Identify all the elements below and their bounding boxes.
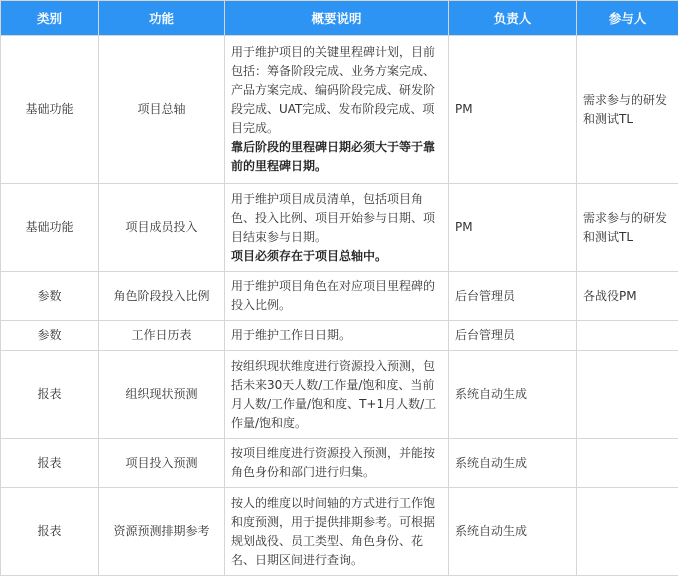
owner-text: PM [455,220,473,234]
category-cell [1,36,99,184]
category-cell [1,439,99,488]
table-row [1,488,678,576]
category-text: 报表 [37,455,62,470]
feature-cell [99,351,225,439]
owner-text: 系统自动生成 [455,524,528,538]
description-cell [225,488,449,576]
participants-cell [577,272,678,321]
description-text: 用于维护项目成员清单，包括项目角色、投入比例、项目开始参与日期、项目结束参与日期。 [231,191,436,244]
participants-cell [577,36,678,184]
table-body [1,36,678,576]
table-header [1,1,678,36]
owner-cell [449,488,577,576]
description-cell [225,351,449,439]
category-text: 参数 [37,288,62,303]
feature-text: 组织现状预测 [125,387,198,401]
category-cell [1,351,99,439]
owner-cell [449,321,577,351]
table-row [1,321,678,351]
category-cell [1,184,99,272]
owner-text: 后台管理员 [455,288,516,303]
category-cell [1,272,99,321]
owner-cell [449,184,577,272]
feature-cell [99,488,225,576]
feature-text: 项目成员投入 [125,220,198,234]
table-row [1,439,678,488]
description-cell [225,184,449,272]
feature-cell [99,321,225,351]
owner-cell [449,439,577,488]
table-row [1,351,678,439]
participants-cell [577,439,678,488]
description-cell [225,36,449,184]
feature-cell [99,36,225,184]
description-text: 按项目维度进行资源投入预测，并能按角色身份和部门进行归集。 [231,446,436,479]
header-category: 类别 [1,1,99,36]
header-row [1,1,678,36]
description-cell [225,321,449,351]
category-text: 参数 [37,328,62,342]
owner-text: 系统自动生成 [455,387,528,401]
description-cell [225,272,449,321]
participants-cell [577,184,678,272]
feature-cell [99,272,225,321]
description-text: 用于维护项目角色在对应项目里程碑的投入比例。 [231,279,436,312]
category-text: 基础功能 [25,102,74,116]
feature-text: 角色阶段投入比例 [113,288,210,303]
owner-text: PM [455,102,473,116]
feature-text: 工作日历表 [131,328,192,342]
table-row [1,184,678,272]
participants-cell [577,351,678,439]
description-text: 按人的维度以时间轴的方式进行工作饱和度预测，用于提供排期参考。可根据规划战役、员工类型、角色身份、花名、日期区间进行查询。 [231,495,436,567]
category-text: 报表 [37,524,62,538]
description-cell [225,439,449,488]
category-cell [1,321,99,351]
header-participants: 参与人 [577,1,678,36]
description-text: 用于维护项目的关键里程碑计划，目前包括：筹备阶段完成、业务方案完成、产品方案完成、编码阶段完成、研发阶段完成、UAT完成、发布阶段完成、项目完成。 [231,45,436,135]
participants-cell [577,321,678,351]
feature-cell [99,184,225,272]
participants-text: 各战役PM [583,288,637,303]
owner-cell [449,36,577,184]
participants-cell [577,488,678,576]
feature-text: 项目投入预测 [125,455,198,470]
header-feature: 功能 [99,1,225,36]
participants-text: 需求参与的研发和测试TL [583,210,668,244]
description-note: 靠后阶段的里程碑日期必须大于等于靠前的里程碑日期。 [231,140,436,173]
header-description: 概要说明 [225,1,449,36]
header-owner: 负责人 [449,1,577,36]
table-row [1,36,678,184]
owner-text: 后台管理员 [455,328,516,342]
category-text: 基础功能 [25,220,74,234]
feature-cell [99,439,225,488]
owner-cell [449,351,577,439]
participants-text: 需求参与的研发和测试TL [583,92,668,126]
category-cell [1,488,99,576]
owner-text: 系统自动生成 [455,455,528,470]
feature-text: 资源预测排期参考 [113,524,210,538]
feature-text: 项目总轴 [137,102,186,116]
category-text: 报表 [37,387,62,401]
description-text: 按组织现状维度进行资源投入预测，包括未来30天人数/工作量/饱和度、当前月人数/工作量/饱和度、T+1月人数/工作量/饱和度。 [231,358,437,430]
table-row [1,272,678,321]
description-note: 项目必须存在于项目总轴中。 [231,248,388,263]
description-text: 用于维护工作日日期。 [231,328,352,342]
owner-cell [449,272,577,321]
